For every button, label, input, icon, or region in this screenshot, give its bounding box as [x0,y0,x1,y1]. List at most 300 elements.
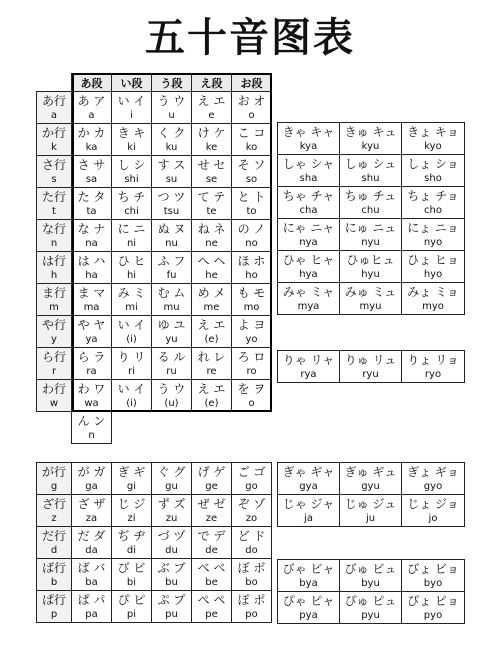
youon-cell [340,351,402,383]
row-label-kana: ま行 [41,285,66,300]
romaji-text: ba [85,576,98,588]
kana-text: し シ [117,157,146,172]
kana-cell [112,124,152,156]
youon-cell [402,495,465,527]
romaji-text: kyo [424,140,442,152]
dakuon-table [36,462,272,623]
youon-cell [278,463,340,495]
romaji-text: (i) [126,333,137,345]
kana-text: じゃ ジャ [282,496,335,511]
kana-text: た タ [77,189,106,204]
kana-text: じゅ ジュ [344,496,397,511]
row-label [37,124,72,156]
kana-text: え エ [197,93,226,108]
column-header: う段 [152,74,192,92]
romaji-text: ku [165,141,178,153]
romaji-text: ke [205,141,218,153]
romaji-text: gi [126,480,137,492]
romaji-text: sho [424,172,442,184]
kana-text: じ ジ [117,496,146,511]
romaji-text: fu [166,269,177,281]
youon-row [278,155,465,187]
romaji-text: pi [126,608,137,620]
kana-text: ず ズ [157,496,186,511]
kana-text: の ノ [237,221,266,236]
youon-cell [402,123,465,155]
kana-cell [112,284,152,316]
empty-cell [152,412,192,444]
youon-cell [402,560,465,592]
row-label-kana: あ行 [41,93,66,108]
romaji-text: ryo [424,368,442,380]
kana-text: にょ ニョ [407,220,459,235]
kana-text: ん ン [77,413,106,428]
youon-table [277,122,465,315]
kana-text: にゃ ニャ [282,220,335,235]
romaji-text: zu [165,512,178,524]
kana-text: きょ キョ [407,124,459,139]
row-label-kana: ら行 [41,349,66,364]
kana-text: ぽ ポ [237,592,266,607]
romaji-text: ryu [362,368,379,380]
kana-text: に ニ [117,221,146,236]
kana-cell [72,284,112,316]
kana-text: ぬ ヌ [157,221,186,236]
kana-text: げ ゲ [197,464,226,479]
youon-cell [402,187,465,219]
youon-cell [402,219,465,251]
kana-text: ら ラ [77,349,106,364]
romaji-text: ha [85,269,98,281]
romaji-text: gu [165,480,178,492]
youon-cell [278,592,340,624]
row-label-romaji: a [50,109,58,121]
kana-cell [232,156,272,188]
column-header: お段 [232,74,272,92]
romaji-text: ju [365,512,376,524]
kana-text: め メ [197,285,226,300]
youon-row [278,219,465,251]
romaji-text: pa [85,608,98,620]
kana-text: さ サ [77,157,106,172]
romaji-text: de [205,544,218,556]
youon-cell [340,592,402,624]
dakuon-row [37,591,272,623]
kana-cell [232,252,272,284]
column-header: え段 [192,74,232,92]
column-header: あ段 [72,74,112,92]
row-label [37,156,72,188]
kana-cell [152,591,192,623]
empty-cell [112,412,152,444]
kana-text: ぱ パ [77,592,106,607]
romaji-text: be [205,576,218,588]
kana-text: だ ダ [77,528,106,543]
row-label [37,463,72,495]
romaji-text: he [205,269,218,281]
romaji-text: na [85,237,98,249]
youon-cell [278,123,340,155]
row-label [37,559,72,591]
row-label-romaji: b [50,576,58,588]
row-label [37,527,72,559]
kana-cell [232,495,272,527]
kana-text: きゃ キャ [282,124,335,139]
kana-cell [192,124,232,156]
row-label-romaji: w [49,397,59,409]
kana-text: そ ソ [237,157,266,172]
romaji-text: ze [205,512,218,524]
kana-text: ぼ ボ [237,560,266,575]
kana-cell [232,316,272,348]
kana-cell [112,527,152,559]
youon-cell [340,187,402,219]
kana-text: ぴょ ピョ [407,593,459,608]
row-label-romaji: s [51,173,57,185]
romaji-text: (e) [204,397,219,409]
romaji-text: nya [299,236,318,248]
kana-text: を ヲ [237,381,266,396]
romaji-text: ma [83,301,100,313]
kana-text: も モ [237,285,266,300]
romaji-text: go [245,480,258,492]
kana-text: みょ ミョ [407,284,459,299]
row-label-romaji: g [50,480,58,492]
kana-text: ね ネ [197,221,226,236]
kana-text: びゅ ビュ [344,561,397,576]
romaji-text: ru [166,365,177,377]
row-label [37,495,72,527]
kana-cell [72,380,112,412]
kana-text: ふ フ [157,253,186,268]
kana-text: りゃ リャ [282,352,335,367]
kana-cell [192,188,232,220]
kana-cell [152,380,192,412]
romaji-text: gya [299,480,318,492]
romaji-text: o [248,109,255,121]
seion-row [37,252,272,284]
kana-text: か カ [77,125,106,140]
kana-cell [152,92,192,124]
youon-cell [340,155,402,187]
romaji-text: nyo [423,236,443,248]
youon-cell [278,155,340,187]
romaji-text: ga [85,480,98,492]
romaji-text: kya [299,140,318,152]
kana-text: ご ゴ [237,464,266,479]
kana-cell [232,124,272,156]
romaji-text: di [126,544,137,556]
kana-text: お オ [237,93,266,108]
kana-cell [72,348,112,380]
kana-cell [72,124,112,156]
romaji-text: bo [245,576,258,588]
kana-cell [152,316,192,348]
row-label [37,252,72,284]
youon-row [278,560,465,592]
row-label [37,92,72,124]
romaji-text: mya [297,300,320,312]
row-label-romaji: p [50,608,58,620]
dakuon-youon-table-top [277,462,465,527]
row-label [37,220,72,252]
romaji-text: re [206,365,217,377]
kana-text: みゅ ミュ [344,284,397,299]
kana-text: ちゃ チャ [282,188,335,203]
kana-text: ち チ [117,189,146,204]
romaji-text: myu [359,300,382,312]
kana-cell [72,188,112,220]
romaji-text: po [245,608,258,620]
youon-row [278,187,465,219]
row-label-romaji: k [51,141,57,153]
youon-cell [340,495,402,527]
romaji-text: sa [85,173,98,185]
kana-cell [152,559,192,591]
romaji-text: bi [126,576,137,588]
kana-text: ろ ロ [237,349,266,364]
kana-cell [112,559,152,591]
youon-cell [278,283,340,315]
kana-text: じょ ジョ [407,496,459,511]
youon-cell [278,219,340,251]
kana-text: ど ド [237,528,266,543]
kana-text: ま マ [77,285,106,300]
romaji-text: bu [165,576,178,588]
empty-cell [232,412,272,444]
row-label-kana: ざ行 [41,496,66,511]
kana-text: で デ [197,528,226,543]
romaji-text: myo [422,300,444,312]
kana-cell [192,92,232,124]
romaji-text: wa [84,397,99,409]
romaji-text: gyo [423,480,443,492]
kana-text: す ス [157,157,186,172]
row-label-kana: や行 [41,317,66,332]
kana-cell [112,463,152,495]
kana-cell [232,284,272,316]
kana-cell [112,495,152,527]
empty-cell [192,412,232,444]
romaji-text: shu [361,172,380,184]
kana-cell [152,495,192,527]
kana-cell [192,559,232,591]
kana-text: ひゃ ヒャ [282,252,335,267]
romaji-text: ni [126,237,137,249]
kana-cell [192,252,232,284]
romaji-text: du [165,544,178,556]
romaji-text: ko [245,141,258,153]
kana-text: て テ [197,189,226,204]
kana-text: ぞ ゾ [237,496,266,511]
romaji-text: so [245,173,258,185]
kana-cell [232,559,272,591]
romaji-text: hyu [361,268,380,280]
romaji-text: pe [205,608,218,620]
romaji-text: byo [423,577,443,589]
youon-cell [340,463,402,495]
kana-cell [72,252,112,284]
romaji-text: (u) [164,397,179,409]
youon-cell [278,187,340,219]
row-label [37,316,72,348]
seion-table [36,73,272,444]
kana-text: りょ リョ [407,352,459,367]
romaji-text: ka [85,141,98,153]
dakuon-row [37,527,272,559]
kana-text: しゃ シャ [282,156,335,171]
kana-cell [232,527,272,559]
kana-text: しゅ シュ [344,156,397,171]
row-label-kana: た行 [41,189,66,204]
romaji-text: no [245,237,258,249]
header-corner [37,74,72,92]
youon-cell [340,560,402,592]
romaji-text: kyu [361,140,380,152]
romaji-text: ta [86,205,97,217]
seion-row [37,380,272,412]
kana-text: りゅ リュ [344,352,397,367]
kana-text: みゃ ミャ [282,284,335,299]
kana-cell [192,380,232,412]
seion-row [37,348,272,380]
row-label [37,591,72,623]
kana-text: く ク [157,125,186,140]
kana-text: ぎょ ギョ [407,464,459,479]
kana-cell [112,591,152,623]
kana-text: ひょ ヒョ [407,252,459,267]
youon-row [278,251,465,283]
seion-row [37,284,272,316]
romaji-text: a [88,109,95,121]
row-label-kana: は行 [41,253,66,268]
kana-text: れ レ [197,349,226,364]
romaji-text: pu [165,608,178,620]
kana-text: きゅ キュ [344,124,397,139]
kana-text: ぴゃ ピャ [282,593,335,608]
kana-text: ざ ザ [77,496,106,511]
kana-text: ぴゅ ピュ [344,593,397,608]
kana-text: き キ [117,125,146,140]
youon-row [278,351,465,383]
youon-cell [340,123,402,155]
kana-text: ぺ ペ [197,592,226,607]
kana-cell [112,188,152,220]
kana-text: ぶ ブ [157,560,186,575]
kana-text: む ム [157,285,186,300]
romaji-text: n [88,429,95,441]
kana-cell [112,316,152,348]
youon-cell [340,283,402,315]
romaji-text: hya [299,268,318,280]
kana-cell [192,348,232,380]
romaji-text: jo [428,512,438,524]
kana-cell [72,156,112,188]
youon-cell [402,251,465,283]
column-header: い段 [112,74,152,92]
kana-text: い イ [117,381,146,396]
row-label-kana: だ行 [41,528,66,543]
kana-text: い イ [117,317,146,332]
kana-cell [152,156,192,188]
row-label [37,188,72,220]
row-label-kana: わ行 [41,381,66,396]
kana-text: ぎゃ ギャ [282,464,335,479]
romaji-text: do [245,544,258,556]
romaji-text: te [206,205,217,217]
seion-row [37,92,272,124]
kana-cell [192,156,232,188]
romaji-text: gyu [361,480,380,492]
seion-row [37,188,272,220]
romaji-text: shi [124,173,139,185]
kana-cell [232,348,272,380]
row-label [37,284,72,316]
kana-cell [192,284,232,316]
seion-row [37,156,272,188]
kana-text: ば バ [77,560,106,575]
kana-cell [112,92,152,124]
romaji-text: ja [304,512,313,524]
kana-cell-n [72,412,112,444]
kana-text: ひ ヒ [117,253,146,268]
row-label-kana: が行 [41,464,66,479]
romaji-text: mu [163,301,180,313]
youon-cell [402,463,465,495]
youon-row [278,463,465,495]
kana-cell [152,527,192,559]
kana-cell [232,92,272,124]
dakuon-youon-table-bottom [277,559,465,624]
kana-text: ぜ ゼ [197,496,226,511]
kana-text: せ セ [197,157,226,172]
kana-text: あ ア [77,93,106,108]
youon-cell [278,251,340,283]
kana-cell [192,463,232,495]
kana-text: へ ヘ [197,253,226,268]
romaji-text: (e) [204,333,219,345]
kana-text: い イ [117,93,146,108]
seion-row [37,124,272,156]
kana-text: ぎゅ ギュ [344,464,397,479]
kana-cell [152,124,192,156]
row-label-romaji: y [51,333,57,345]
kana-text: つ ツ [157,189,186,204]
romaji-text: ne [205,237,218,249]
kana-text: は ハ [77,253,106,268]
kana-cell [72,220,112,252]
kana-text: り リ [117,349,146,364]
romaji-text: pyo [423,609,443,621]
romaji-text: zi [127,512,136,524]
column-header-row [37,74,272,92]
kana-text: と ト [237,189,266,204]
youon-cell [278,560,340,592]
romaji-text: e [208,109,215,121]
row-label-romaji: z [51,512,57,524]
romaji-text: ho [245,269,258,281]
romaji-text: ro [246,365,257,377]
kana-cell [152,252,192,284]
row-label-romaji: h [50,269,58,281]
kana-text: こ コ [237,125,266,140]
kana-text: ぢ ヂ [117,528,146,543]
youon-row [278,283,465,315]
kana-text: ゆ ユ [157,317,186,332]
youon-row [278,592,465,624]
dakuon-row [37,559,272,591]
n-row [37,412,272,444]
